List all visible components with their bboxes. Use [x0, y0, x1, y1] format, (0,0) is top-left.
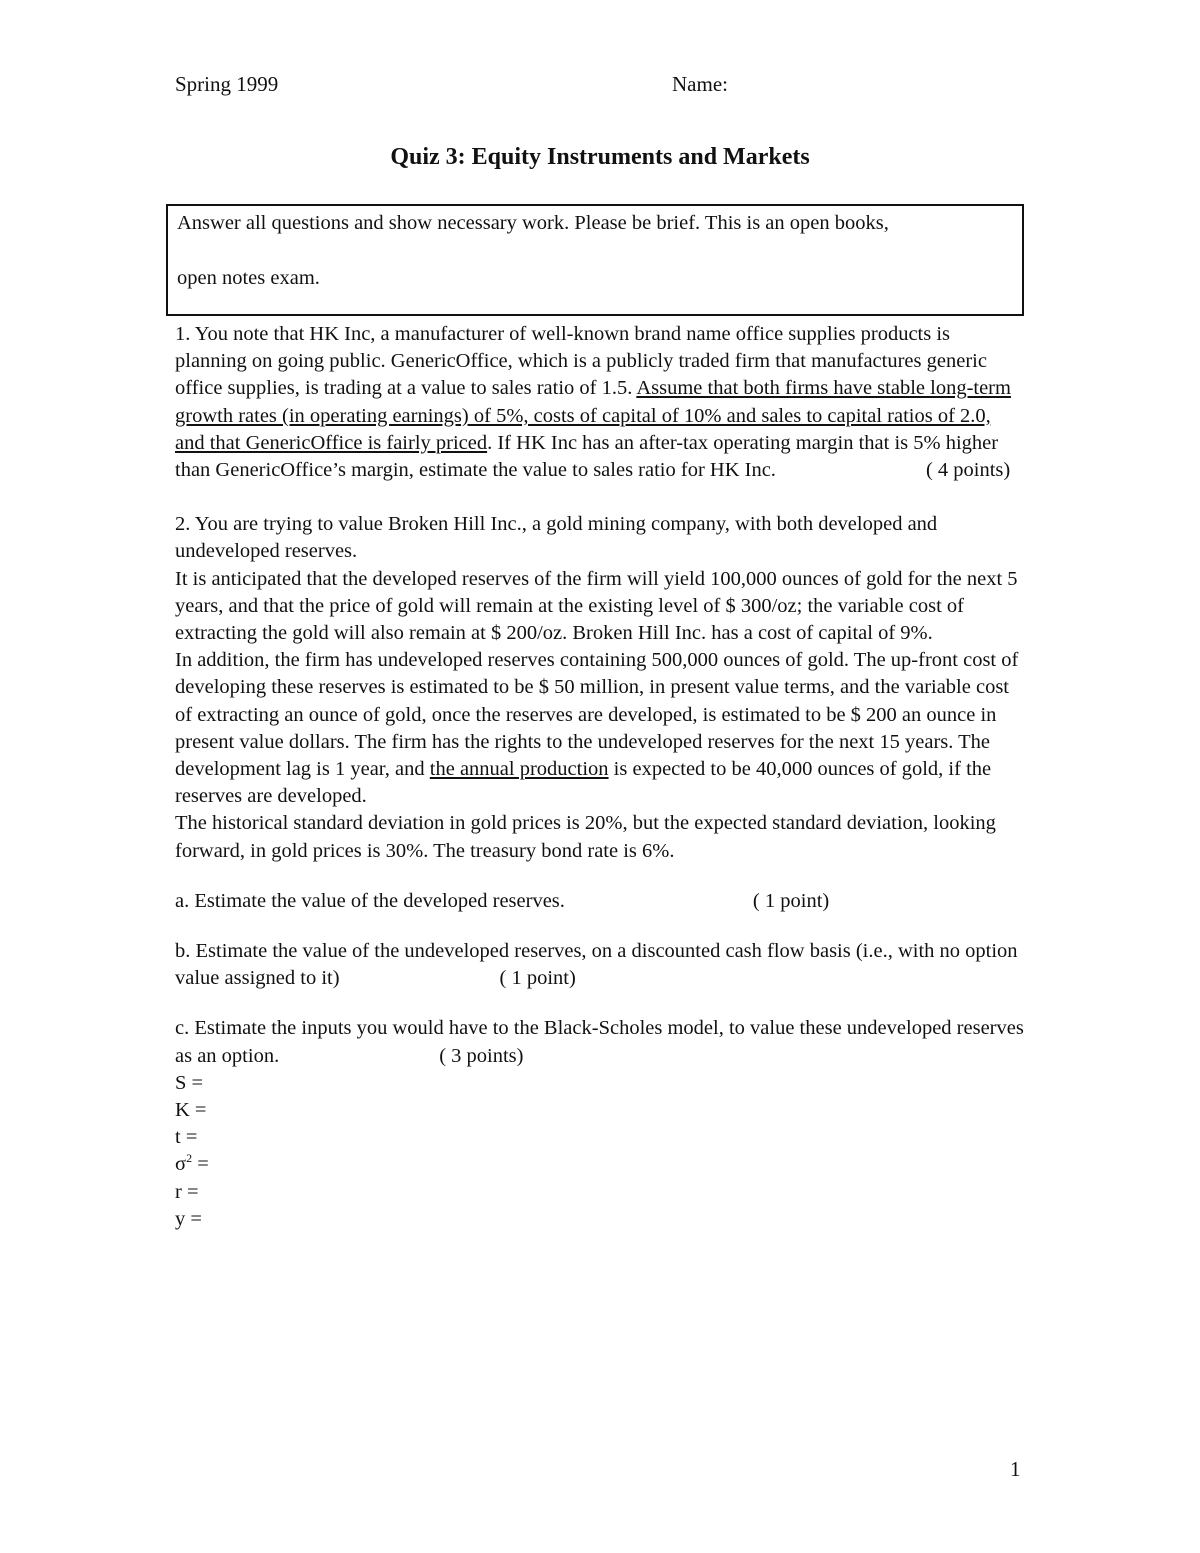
input-sigma	[175, 1151, 1025, 1178]
q2-undeveloped-text-b: is expected to be 40,000 ounces of gold, if the reserves are developed.	[175, 758, 992, 808]
question-2b	[175, 938, 1025, 992]
input-t: t =	[175, 1126, 198, 1149]
question-1	[175, 321, 1025, 484]
input-r: r =	[175, 1180, 199, 1203]
question-2-intro: 2. You are trying to value Broken Hill Inc., a gold mining company, with both developed and undeveloped reserves.	[175, 513, 938, 563]
question-2c	[175, 1015, 1025, 1069]
questions-body	[175, 321, 1025, 1233]
input-s: S =	[175, 1071, 204, 1094]
sigma-symbol: σ	[175, 1153, 187, 1176]
page-number: 1	[1010, 1457, 1021, 1481]
question-2-volatility: The historical standard deviation in gold prices is 20%, but the expected standard deviation, looking forward, in gold prices is 30%. The treasury bond rate is 6%.	[175, 812, 996, 862]
q1-assumption: Assume that both firms have stable long-term growth rates (in operating earnings) of 5%, costs of capital of 10% and sales to capital ratios of 2.0, and that GenericOffice is fairly priced	[175, 377, 1011, 454]
instructions-box	[166, 204, 1024, 316]
question-2-undeveloped	[175, 647, 1025, 810]
input-k: K =	[175, 1099, 207, 1122]
q1-intro: 1. You note that HK Inc, a manufacturer of well-known brand name office supplies products is planning on going public. GenericOffice, which is a publicly traded firm that manufactures generic office supplies, is trading at a value to sales ratio of 1.5.	[175, 323, 987, 400]
input-y: y =	[175, 1207, 202, 1230]
q1-rest: . If HK Inc has an after-tax operating margin that is 5% higher than GenericOffice’s margin, estimate the value to sales ratio for HK Inc.	[175, 431, 999, 482]
term-label: Spring 1999	[175, 72, 279, 96]
page-title: Quiz 3: Equity Instruments and Markets	[390, 144, 810, 170]
sigma-equals: =	[192, 1153, 209, 1176]
q2-annual-production: the annual production	[429, 758, 609, 781]
q2c-points: ( 3 points)	[439, 1044, 524, 1067]
name-label: Name:	[672, 72, 728, 96]
question-2-developed: It is anticipated that the developed reserves of the firm will yield 100,000 ounces of gold for the next 5 years, and that the price of gold will remain at the existing level of $ 300/oz; the variable cost of extracting the gold will also remain at $ 200/oz. Broken Hill Inc. has a cost of capital of 9%.	[175, 567, 1018, 645]
instructions-line-1: Answer all questions and show necessary work. Please be brief. This is an open books,	[177, 212, 889, 234]
q2b-text: b. Estimate the value of the undeveloped reserves, on a discounted cash flow basis (i.e., with no option value assigned to it)	[175, 940, 1018, 990]
q2a-points: ( 1 point)	[752, 889, 830, 912]
sigma-superscript: 2	[186, 1151, 193, 1166]
q2a-text: a. Estimate the value of the developed reserves.	[175, 889, 565, 912]
q1-points: ( 4 points)	[925, 459, 1011, 482]
q2b-points: ( 1 point)	[499, 967, 576, 990]
instructions-line-2: open notes exam.	[177, 267, 320, 289]
q2c-text: c. Estimate the inputs you would have to the Black-Scholes model, to value these undeveloped reserves as an option.	[175, 1017, 1024, 1067]
question-2a	[175, 888, 1025, 915]
q2-undeveloped-text-a: In addition, the firm has undeveloped reserves containing 500,000 ounces of gold. The up-front cost of developing these reserves is estimated to be $ 50 million, in present value terms, and the variable cost of extracting an ounce of gold, once the reserves are developed, is estimated to be $ 200 an ounce in present value dollars. The firm has the rights to the undeveloped reserves for the next 15 years. The development lag is 1 year, and	[175, 649, 1019, 781]
